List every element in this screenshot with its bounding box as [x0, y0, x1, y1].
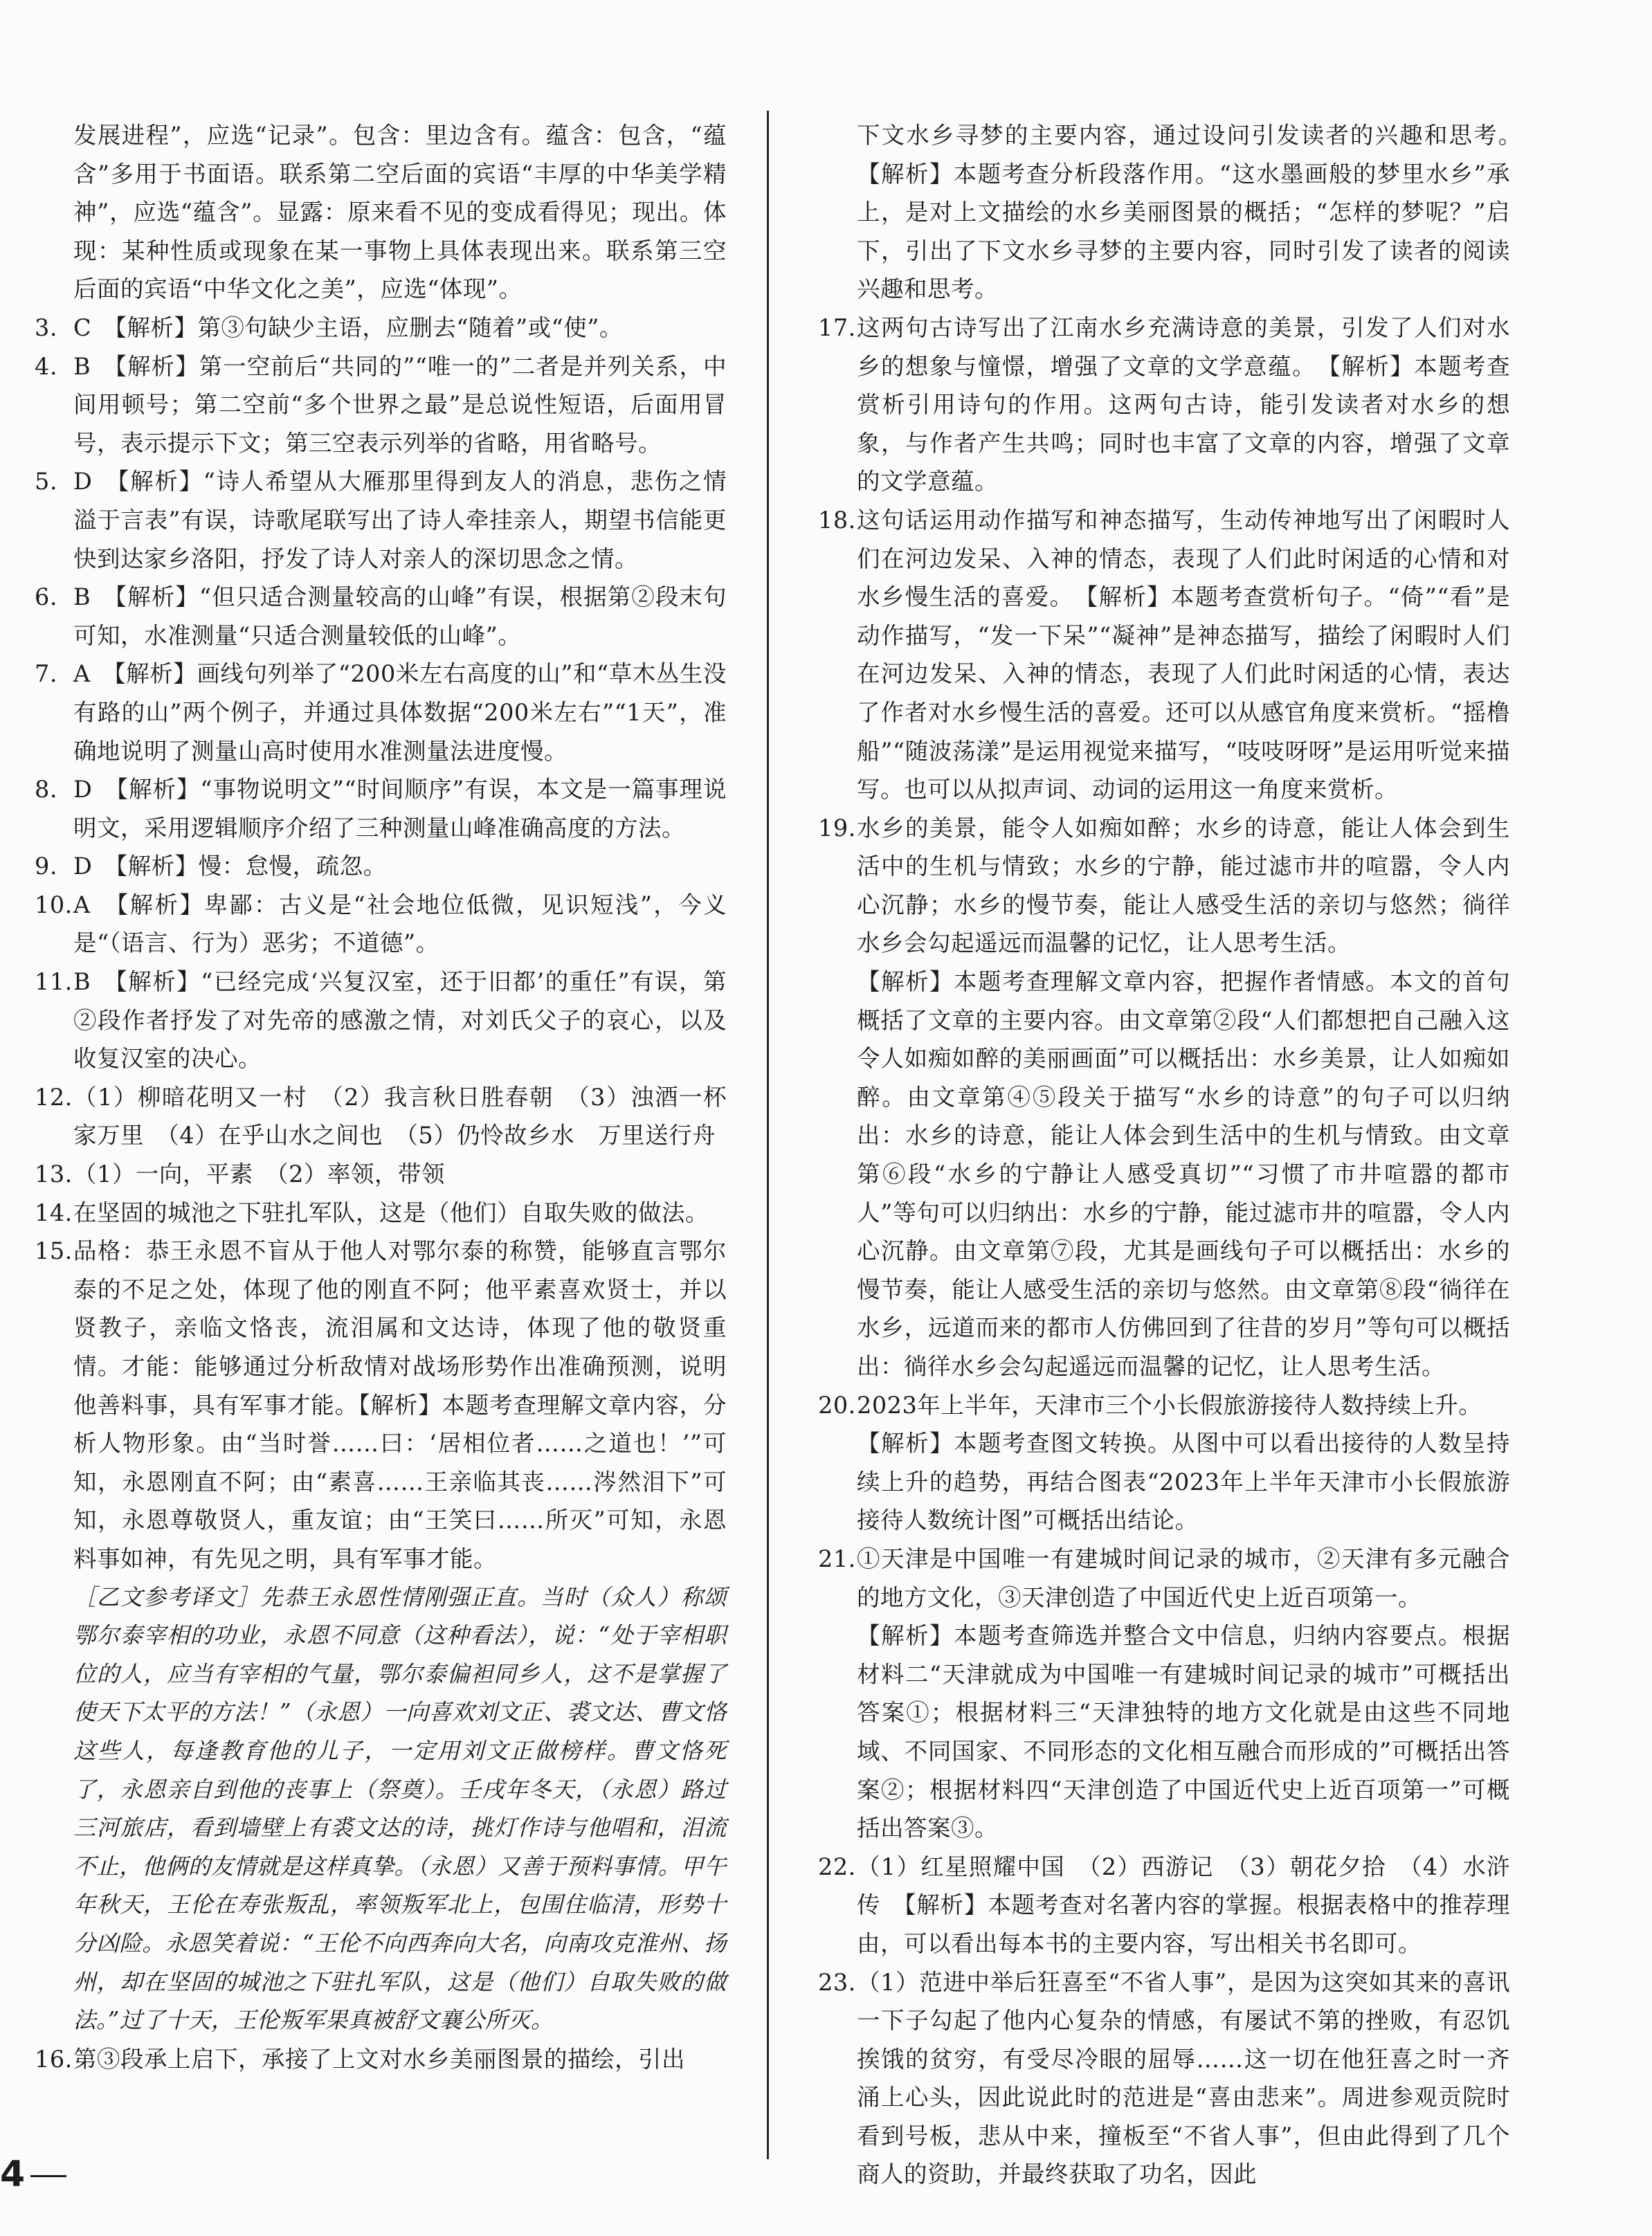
item-text: 这句话运用动作描写和神态描写，生动传神地写出了闲暇时人们在河边发呆、入神的情态，表现了人们此时闲适的心情和对水乡慢生活的喜爱。 【解析】本题考查赏析句子。“倚”“看”是动作描写，“发一下呆”“凝神”是神态描写，描绘了闲暇时人们在河边发呆、入神的情态，表现了人们此时闲适的心情，表达了作者对水乡慢生活的喜爱。还可以从感官角度来赏析。“摇橹船”“随波荡漾”是运用视觉来描写，“吱吱呀呀”是运用听觉来描写。也可以从拟声词、动词的运用这一角度来赏析。: [857, 506, 1510, 803]
item-text: C 【解析】第③句缺少主语，应删去“随着”或“使”。: [73, 313, 623, 341]
item-number: 6.: [35, 583, 57, 611]
answer-item: [35, 770, 727, 847]
item-number: 12.: [35, 1083, 73, 1111]
answer-item: [35, 886, 727, 963]
left-column: [35, 116, 727, 2078]
item-text: A 【解析】画线句列举了“200米左右高度的山”和“草木丛生没有路的山”两个例子，并通过具体数据“200米左右”“1天”，准确地说明了测量山高时使用水准测量法进度慢。: [73, 660, 727, 765]
item-text: 在坚固的城池之下驻扎军队，这是（他们）自取失败的做法。: [73, 1199, 709, 1226]
item-number: 9.: [35, 853, 57, 880]
answer-item: [35, 462, 727, 578]
item-text: （1）范进中举后狂喜至“不省人事”，是因为这突如其来的喜讯一下子勾起了他内心复杂的情感，有屡试不第的挫败，有忍饥挨饿的贫穷，有受尽冷眼的屈辱……这一切在他狂喜之时一齐涌上心头，因此说此时的范进是“喜由悲来”。周进参观贡院时看到号板，悲从中来，撞板至“不省人事”，但由此得到了几个商人的资助，并最终获取了功名，因此: [857, 1968, 1510, 2188]
answer-item: [35, 655, 727, 770]
answer-item: [818, 1386, 1510, 1425]
analysis-paragraph: 【解析】本题考查理解文章内容，把握作者情感。本文的首句概括了文章的主要内容。由文章第②段“人们都想把自己融入这令人如痴如醉的美丽画面”可以概括出：水乡美景，让人如痴如醉。由文章第④⑤段关于描写“水乡的诗意”的句子可以归纳出：水乡的诗意，能让人体会到生活中的生机与情致。由文章第⑥段“水乡的宁静让人感受真切”“习惯了市井喧嚣的都市人”等句可以归纳出：水乡的宁静，能过滤市井的喧嚣，令人内心沉静。由文章第⑦段，尤其是画线句子可以概括出：水乡的慢节奏，能让人感受生活的亲切与悠然。由文章第⑧段“徜徉在水乡，远道而来的都市人仿佛回到了往昔的岁月”等句可以概括出：徜徉水乡会勾起遥远而温馨的记忆，让人思考生活。: [857, 968, 1510, 1380]
answer-item: [818, 1848, 1510, 1963]
item-text: ①天津是中国唯一有建城时间记录的城市，②天津有多元融合的地方文化，③天津创造了中国近代史上近百项第一。: [857, 1545, 1510, 1611]
answer-item: [35, 963, 727, 1078]
item-number: 14.: [35, 1199, 73, 1226]
item-number: 21.: [818, 1545, 856, 1572]
answer-item: [35, 347, 727, 463]
item-text: D 【解析】慢：怠慢，疏忽。: [73, 853, 387, 880]
answer-item: [35, 578, 727, 655]
item-text: （1）柳暗花明又一村 （2）我言秋日胜春朝 （3）浊酒一杯家万里 （4）在乎山水之间也 （5）仍怜故乡水 万里送行舟: [73, 1083, 727, 1149]
item-number: 4.: [35, 352, 57, 380]
continued-text: 下文水乡寻梦的主要内容，通过设问引发读者的兴趣和思考。 【解析】本题考查分析段落作用。“这水墨画般的梦里水乡”承上，是对上文描绘的水乡美丽图景的概括；“怎样的梦呢？”启下，引出了下文水乡寻梦的主要内容，同时引发了读者的阅读兴趣和思考。: [857, 122, 1534, 303]
item-text: （1）红星照耀中国 （2）西游记 （3）朝花夕拾 （4）水浒传 【解析】本题考查对名著内容的掌握。根据表格中的推荐理由，可以看出每本书的主要内容，写出相关书名即可。: [857, 1853, 1510, 1957]
page-number: 4: [0, 2154, 26, 2195]
item-number: 11.: [35, 968, 73, 996]
item-text: D 【解析】“事物说明文”“时间顺序”有误，本文是一篇事理说明文，采用逻辑顺序介绍了三种测量山峰准确高度的方法。: [73, 776, 727, 842]
column-divider: [767, 111, 769, 2159]
item-number: 5.: [35, 468, 57, 496]
page-number-dash: [30, 2175, 66, 2177]
answer-item: [818, 809, 1510, 963]
item-number: 19.: [818, 814, 856, 842]
answer-item: [35, 309, 727, 347]
item-text: 水乡的美景，能令人如痴如醉；水乡的诗意，能让人体会到生活中的生机与情致；水乡的宁静，能过滤市井的喧嚣，令人内心沉静；水乡的慢节奏，能让人感受生活的亲切与悠然；徜徉水乡会勾起遥远而温馨的记忆，让人思考生活。: [857, 814, 1510, 957]
item-number: 13.: [35, 1161, 73, 1188]
right-column: [818, 116, 1534, 2194]
analysis-paragraph: 【解析】本题考查筛选并整合文中信息，归纳内容要点。根据材料二“天津就成为中国唯一有建城时间记录的城市”可概括出答案①；根据材料三“天津独特的地方文化就是由这些不同地域、不同国家、不同形态的文化相互融合而形成的”可概括出答案②；根据材料四“天津创造了中国近代史上近百项第一”可概括出答案③。: [857, 1622, 1510, 1842]
item-number: 22.: [818, 1853, 856, 1880]
answer-item: [35, 1232, 727, 1578]
item-text: （1）一向，平素 （2）率领，带领: [73, 1161, 445, 1188]
answer-item: [35, 847, 727, 886]
item-text: B 【解析】“但只适合测量较高的山峰”有误，根据第②段末句可知，水准测量“只适合测量较低的山峰”。: [73, 583, 727, 649]
item-text: 2023年上半年，天津市三个小长假旅游接待人数持续上升。: [857, 1391, 1482, 1419]
item-number: 20.: [818, 1391, 856, 1419]
item-text: B 【解析】“已经完成‘兴复汉室，还于旧都’的重任”有误，第②段作者抒发了对先帝的感激之情，对刘氏父子的哀心，以及收复汉室的决心。: [73, 968, 727, 1073]
item-number: 15.: [35, 1237, 73, 1265]
item-number: 18.: [818, 506, 856, 534]
item-number: 10.: [35, 891, 73, 918]
item-text: 这两句古诗写出了江南水乡充满诗意的美景，引发了人们对水乡的想象与憧憬，增强了文章的文学意蕴。 【解析】本题考查赏析引用诗句的作用。这两句古诗，能引发读者对水乡的想象，与作者产生共鸣；同时也丰富了文章的内容，增强了文章的文学意蕴。: [857, 313, 1510, 496]
answer-item: [35, 2040, 727, 2079]
item-number: 23.: [818, 1968, 856, 1996]
item-number: 17.: [818, 313, 856, 341]
item-number: 16.: [35, 2045, 73, 2073]
item-number: 7.: [35, 660, 57, 688]
answer-item: [818, 501, 1510, 809]
item-text: 第③段承上启下，承接了上文对水乡美丽图景的描绘，引出: [73, 2045, 685, 2073]
item-number: 3.: [35, 313, 57, 341]
item-text: B 【解析】第一空前后“共同的”“唯一的”二者是并列关系，中间用顿号；第二空前“多个世界之最”是总说性短语，后面用冒号，表示提示下文；第三空表示列举的省略，用省略号。: [73, 352, 727, 457]
item-text: 品格：恭王永恩不盲从于他人对鄂尔泰的称赞，能够直言鄂尔泰的不足之处，体现了他的刚直不阿；他平素喜欢贤士，并以贤教子，亲临文恪丧，流泪属和文达诗，体现了他的敬贤重情。才能：能够通过分析敌情对战场形势作出准确预测，说明他善料事，具有军事才能。【解析】本题考查理解文章内容，分析人物形象。由“当时誉……曰：‘居相位者……之道也！’”可知，永恩刚直不阿；由“素喜……王亲临其丧……涔然泪下”可知，永恩尊敬贤人，重友谊；由“王笑曰……所灭”可知，永恩料事如神，有先见之明，具有军事才能。: [73, 1237, 727, 1572]
item-number: 8.: [35, 776, 57, 803]
item-text: A 【解析】卑鄙：古义是“社会地位低微，见识短浅”，今义是“（语言、行为）恶劣；不道德”。: [73, 891, 727, 957]
translation-paragraph: ［乙文参考译文］先恭王永恩性情刚强正直。当时（众人）称颂鄂尔泰宰相的功业，永恩不同意（这种看法），说：“处于宰相职位的人，应当有宰相的气量，鄂尔泰偏袒同乡人，这不是掌握了使天下太平的方法！”（永恩）一向喜欢刘文正、裘文达、曹文恪这些人，每逢教育他的儿子，一定用刘文正做榜样。曹文恪死了，永恩亲自到他的丧事上（祭奠）。壬戌年冬天，（永恩）路过三河旅店，看到墙壁上有裘文达的诗，挑灯作诗与他唱和，泪流不止，他俩的友情就是这样真挚。（永恩）又善于预料事情。甲午年秋天，王伦在寿张叛乱，率领叛军北上，包围住临清，形势十分凶险。永恩笑着说：“王伦不向西奔向大名，向南攻克淮州、扬州，却在坚固的城池之下驻扎军队，这是（他们）自取失败的做法。”过了十天，王伦叛军果真被舒文襄公所灭。: [73, 1583, 727, 2034]
answer-item: [35, 1155, 727, 1194]
answer-item: [35, 1078, 727, 1155]
answer-item: [818, 1963, 1510, 2194]
analysis-paragraph: 【解析】本题考查图文转换。从图中可以看出接待的人数呈持续上升的趋势，再结合图表“2023年上半年天津市小长假旅游接待人数统计图”可概括出结论。: [857, 1430, 1510, 1534]
answer-item: [818, 309, 1510, 501]
item-text: D 【解析】“诗人希望从大雁那里得到友人的消息，悲伤之情溢于言表”有误，诗歌尾联写出了诗人牵挂亲人，期望书信能更快到达家乡洛阳，抒发了诗人对亲人的深切思念之情。: [73, 468, 727, 572]
continued-text: 发展进程”，应选“记录”。包含：里边含有。蕴含：包含，“蕴含”多用于书面语。联系第二空后面的宾语“丰厚的中华美学精神”，应选“蕴含”。显露：原来看不见的变成看得见；现出。体现：某种性质或现象在某一事物上具体表现出来。联系第三空后面的宾语“中华文化之美”，应选“体现”。: [73, 122, 727, 303]
answer-item: [818, 1540, 1510, 1617]
answer-item: [35, 1194, 727, 1233]
